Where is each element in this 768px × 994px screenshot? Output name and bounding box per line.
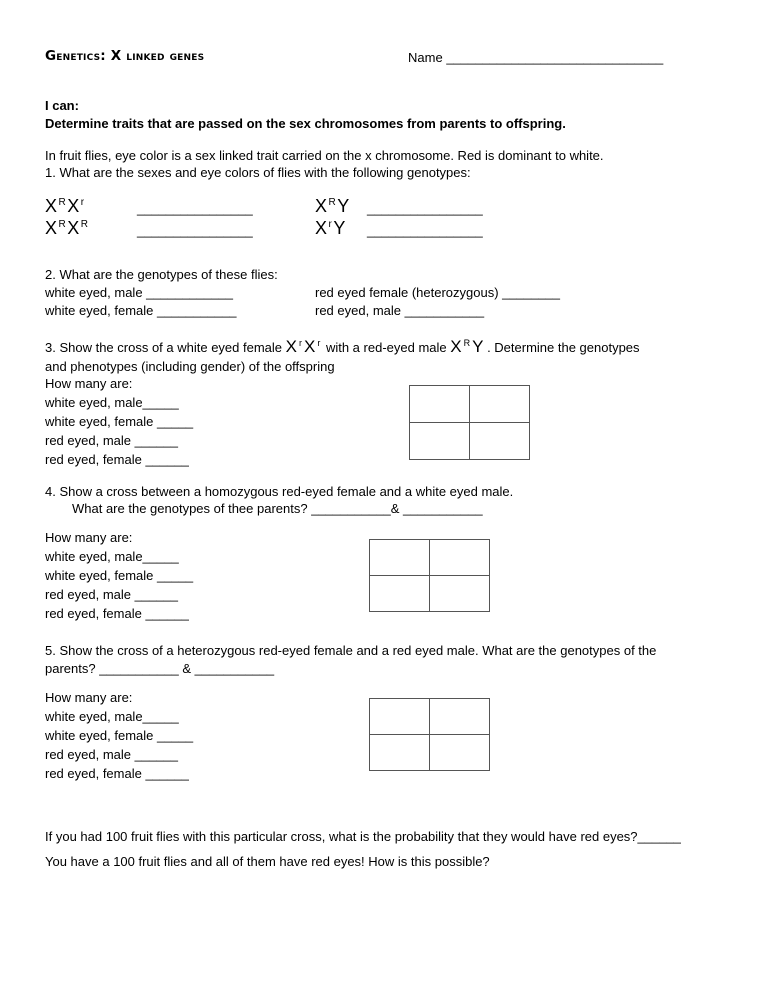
question-3-line-2: and phenotypes (including gender) of the offspring bbox=[45, 359, 335, 374]
final-question: You have a 100 fruit flies and all of them have red eyes! How is this possible? bbox=[45, 854, 490, 869]
male-genotype: X $^R$ Y bbox=[450, 337, 484, 356]
punnett-square-q4[interactable] bbox=[369, 539, 490, 612]
q5-count-white-female[interactable]: white eyed, female _____ bbox=[45, 728, 194, 743]
q5-how-many: How many are: white eyed, male_____ white eyed, female _____ red eyed, male ______ red eyed, female ______ bbox=[45, 690, 194, 781]
answer-blank-3[interactable]: ________________ bbox=[367, 201, 483, 216]
intro-line-1: In fruit flies, eye color is a sex linked trait carried on the x chromosome. Red is dominant to white. bbox=[45, 148, 604, 163]
genotype-xr-xr-hom: $X^RX^R$ bbox=[45, 218, 89, 238]
q4-count-red-male[interactable]: red eyed, male ______ bbox=[45, 587, 178, 602]
answer-blank-4[interactable]: ________________ bbox=[367, 223, 483, 238]
q2-white-female[interactable]: white eyed, female ___________ bbox=[45, 303, 237, 318]
q3-how-many: How many are: white eyed, male_____ white eyed, female _____ red eyed, male ______ red eyed, female ______ bbox=[45, 376, 194, 467]
genotype-xr-y-red: $X^RY$ bbox=[315, 196, 350, 216]
probability-question[interactable]: If you had 100 fruit flies with this particular cross, what is the probability that they would have red eyes?______ bbox=[45, 829, 681, 844]
question-1-text: 1. What are the sexes and eye colors of flies with the following genotypes: bbox=[45, 165, 471, 180]
question-4-line-1: 4. Show a cross between a homozygous red-eyed female and a white eyed male. bbox=[45, 484, 514, 499]
q5-count-red-male[interactable]: red eyed, male ______ bbox=[45, 747, 178, 762]
punnett-square-q5[interactable] bbox=[369, 698, 490, 771]
q4-count-white-female[interactable]: white eyed, female _____ bbox=[45, 568, 194, 583]
question-5-line-1: 5. Show the cross of a heterozygous red-eyed female and a red eyed male. What are the genotypes of the bbox=[45, 643, 657, 658]
question-2-heading: 2. What are the genotypes of these flies: bbox=[45, 267, 278, 282]
genotype-xr-xr-het: $X^RX^r$ bbox=[45, 196, 85, 216]
question-4-line-2[interactable]: What are the genotypes of thee parents? ___________& ___________ bbox=[72, 501, 483, 516]
genotype-xr-y-white: $X^rY$ bbox=[315, 218, 346, 238]
q4-count-white-male[interactable]: white eyed, male_____ bbox=[45, 549, 179, 564]
q3-count-red-female[interactable]: red eyed, female ______ bbox=[45, 452, 189, 467]
q2-red-male[interactable]: red eyed, male ___________ bbox=[315, 303, 485, 318]
name-label: Name bbox=[408, 50, 443, 65]
q4-count-red-female[interactable]: red eyed, female ______ bbox=[45, 606, 189, 621]
worksheet-title: Genetics: X linked genes bbox=[45, 48, 205, 64]
female-genotype: X $^r$ X $^r$ bbox=[285, 337, 321, 356]
objective-text: Determine traits that are passed on the sex chromosomes from parents to offspring. bbox=[45, 116, 566, 131]
q3-count-red-male[interactable]: red eyed, male ______ bbox=[45, 433, 178, 448]
q3-count-white-male[interactable]: white eyed, male_____ bbox=[45, 395, 179, 410]
q4-how-many: How many are: white eyed, male_____ white eyed, female _____ red eyed, male ______ red eyed, female ______ bbox=[45, 530, 194, 621]
question-3-line-1: 3. Show the cross of a white eyed female X $^r$ X $^r$ with a red-eyed male X $^R$ Y . Determine the genotypes bbox=[45, 337, 640, 356]
answer-blank-2[interactable]: ________________ bbox=[137, 223, 253, 238]
q3-count-white-female[interactable]: white eyed, female _____ bbox=[45, 414, 194, 429]
punnett-square-q3[interactable] bbox=[409, 385, 530, 460]
q2-red-female-het[interactable]: red eyed female (heterozygous) ________ bbox=[315, 285, 560, 300]
name-blank: ______________________________ bbox=[446, 50, 664, 65]
question-5-line-2[interactable]: parents? ___________ & ___________ bbox=[45, 661, 275, 676]
objective-label: I can: bbox=[45, 98, 79, 113]
answer-blank-1[interactable]: ________________ bbox=[137, 201, 253, 216]
name-field[interactable] bbox=[408, 50, 663, 65]
q2-white-male[interactable]: white eyed, male ____________ bbox=[45, 285, 233, 300]
q5-count-white-male[interactable]: white eyed, male_____ bbox=[45, 709, 179, 724]
q5-count-red-female[interactable]: red eyed, female ______ bbox=[45, 766, 189, 781]
